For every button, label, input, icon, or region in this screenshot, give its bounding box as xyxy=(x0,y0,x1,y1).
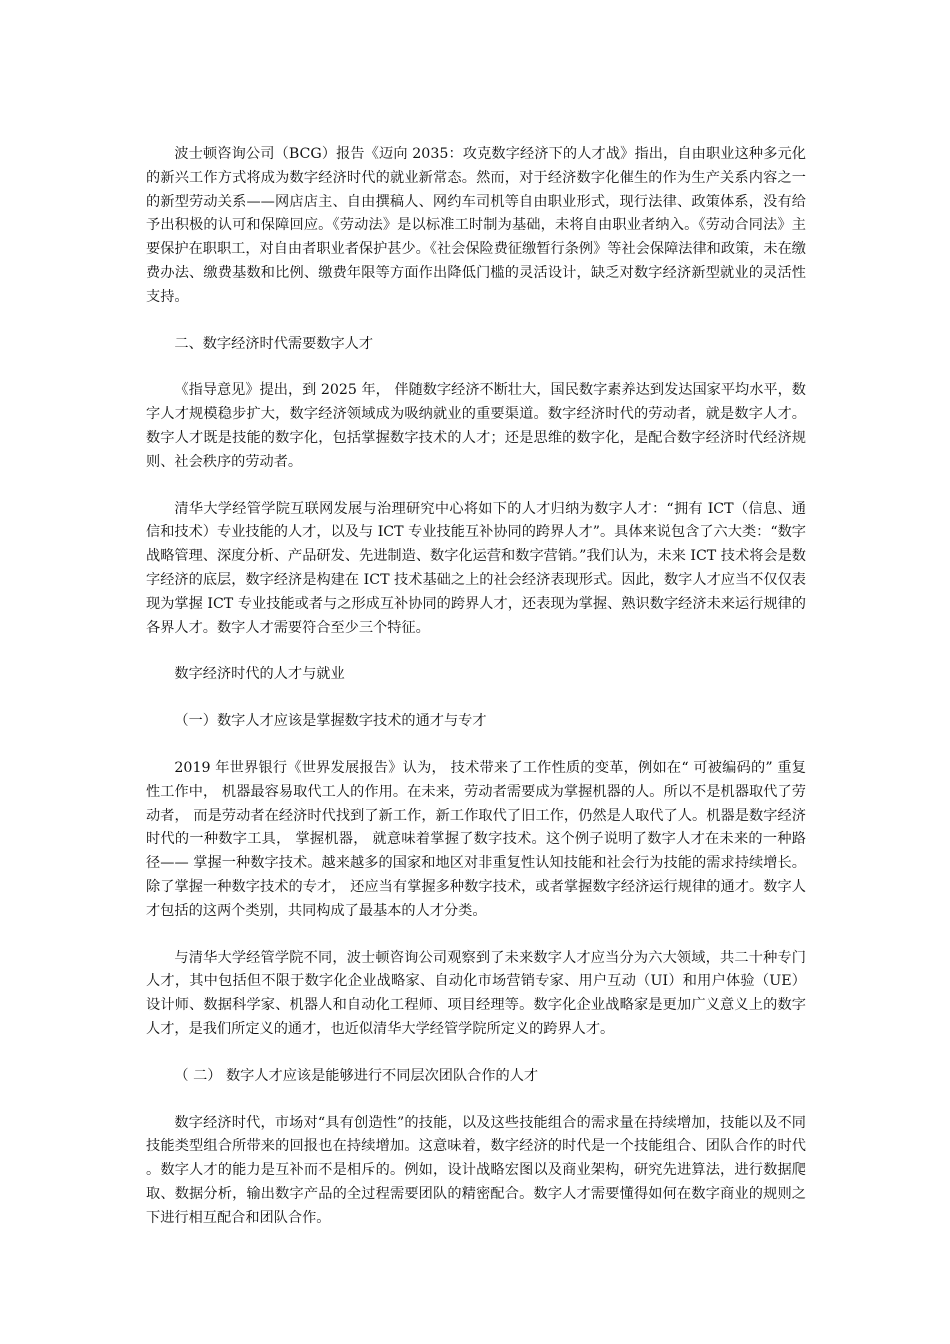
paragraph-bcg-six-fields: 与清华大学经管学院不同，波士顿咨询公司观察到了未来数字人才应当分为六大领域，共二十种专门人才，其中包括但不限于数字化企业战略家、自动化市场营销专家、用户互动（UI）和用户体验（UE）设计师、数据科学家、机器人和自动化工程师、项目经理等。数字化企业战略家是更加广义意义上的数字人才，是我们所定义的通才，也近似清华大学经管学院所定义的跨界人才。 xyxy=(146,949,806,1037)
section-heading-2: 二、数字经济时代需要数字人才 xyxy=(174,335,374,352)
paragraph-guidance-opinion: 《指导意见》提出，到 2025 年， 伴随数字经济不断壮大，国民数字素养达到发达国家平均水平，数字人才规模稳步扩大，数字经济领域成为吸纳就业的重要渠道。数字经济时代的劳动者，就是数字人才。数字人才既是技能的数字化，包括掌握数字技术的人才；还是思维的数字化，是配合数字经济时代经济规则、社会秩序的劳动者。 xyxy=(146,382,806,470)
subheading-talent-employment: 数字经济时代的人才与就业 xyxy=(174,666,345,683)
subheading-2: （ 二） 数字人才应该是能够进行不同层次团队合作的人才 xyxy=(174,1067,539,1084)
paragraph-tsinghua-definition: 清华大学经管学院互联网发展与治理研究中心将如下的人才归纳为数字人才：“拥有 ICT（信息、通信和技术）专业技能的人才，以及与 ICT 专业技能互补协同的跨界人才”。具体来说包含了六大类：“数字战略管理、深度分析、产品研发、先进制造、数字化运营和数字营销。”我们认为，未来 ICT 技术将会是数字经济的底层，数字经济是构建在 ICT 技术基础之上的社会经济表现形式。因此，数字人才应当不仅仅表现为掌握 ICT 专业技能或者与之形成互补协同的跨界人才，还表现为掌握、熟识数字经济未来运行规律的各界人才。数字人才需要符合至少三个特征。 xyxy=(146,500,806,636)
paragraph-teamwork: 数字经济时代，市场对“具有创造性”的技能，以及这些技能组合的需求量在持续增加，技能以及不同技能类型组合所带来的回报也在持续增加。这意味着，数字经济的时代是一个技能组合、团队合作的时代。数字人才的能力是互补而不是相斥的。例如，设计战略宏图以及商业架构，研究先进算法，进行数据爬取、数据分析，输出数字产品的全过程需要团队的精密配合。数字人才需要懂得如何在数字商业的规则之下进行相互配合和团队合作。 xyxy=(146,1114,806,1226)
document-body xyxy=(146,143,806,1230)
paragraph-world-bank: 2019 年世界银行《世界发展报告》认为， 技术带来了工作性质的变革，例如在“ 可被编码的” 重复性工作中， 机器最容易取代工人的作用。在未来，劳动者需要成为掌握机器的人。所以不是机器取代了劳动者， 而是劳动者在经济时代找到了新工作，新工作取代了旧工作，仍然是人取代了人。机器是数字经济时代的一种数字工具， 掌握机器， 就意味着掌握了数字技术。这个例子说明了数字人才在未来的一种路径—— 掌握一种数字技术。越来越多的国家和地区对非重复性认知技能和社会行为技能的需求持续增长。除了掌握一种数字技术的专才， 还应当有掌握多种数字技术，或者掌握数字经济运行规律的通才。数字人才包括的这两个类别，共同构成了最基本的人才分类。 xyxy=(146,759,806,919)
subheading-1: （一）数字人才应该是掌握数字技术的通才与专才 xyxy=(174,713,487,730)
paragraph-bcg-report: 波士顿咨询公司（BCG）报告《迈向 2035：攻克数字经济下的人才战》指出，自由职业这种多元化的新兴工作方式将成为数字经济时代的就业新常态。然而，对于经济数字化催生的作为生产关系内容之一的新型劳动关系——网店店主、自由撰稿人、网约车司机等自由职业形式，现行法律、政策体系，没有给予出积极的认可和保障回应。《劳动法》是以标准工时制为基础，未将自由职业者纳入。《劳动合同法》主要保护在职职工，对自由者职业者保护甚少。《社会保险费征缴暂行条例》等社会保障法律和政策，未在缴费办法、缴费基数和比例、缴费年限等方面作出降低门槛的灵活设计，缺乏对数字经济新型就业的灵活性支持。 xyxy=(146,146,806,305)
